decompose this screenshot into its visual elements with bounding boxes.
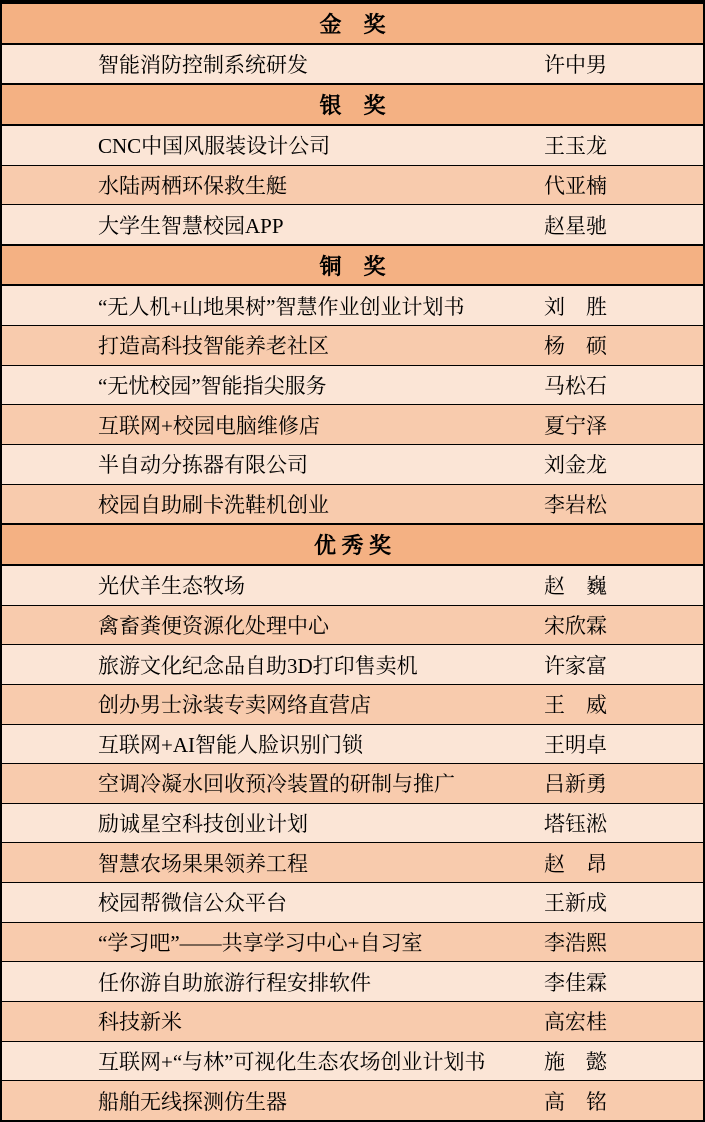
project-name-cell: 校园帮微信公众平台 — [98, 891, 287, 916]
project-name-cell: 创办男士泳装专卖网络直营店 — [98, 693, 371, 718]
table-row — [2, 325, 703, 365]
project-name-cell: 禽畜粪便资源化处理中心 — [98, 613, 329, 638]
project-name-cell: 互联网+AI智能人脸识别门锁 — [98, 732, 364, 757]
award-section-header — [2, 83, 703, 124]
award-section-header — [2, 523, 703, 564]
winner-name-cell: 王玉龙 — [544, 134, 607, 159]
project-name-cell: 智慧农场果果领养工程 — [98, 851, 308, 876]
winner-name-cell: 高 铭 — [544, 1089, 607, 1114]
project-name-cell: 互联网+“与林”可视化生态农场创业计划书 — [98, 1049, 486, 1074]
winner-name-cell: 赵 昂 — [544, 851, 607, 876]
winner-name-cell: 高宏桂 — [544, 1010, 607, 1035]
winner-name-cell: 赵星驰 — [544, 213, 607, 238]
project-name-cell: CNC中国风服装设计公司 — [98, 134, 331, 159]
table-row — [2, 605, 703, 645]
project-name-cell: 空调冷凝水回收预冷装置的研制与推广 — [98, 772, 455, 797]
table-row — [2, 124, 703, 165]
table-row — [2, 842, 703, 882]
table-row — [2, 1080, 703, 1120]
project-name-cell: 科技新米 — [98, 1010, 182, 1035]
project-name-cell: 光伏羊生态牧场 — [98, 574, 245, 599]
table-row — [2, 724, 703, 764]
table-row — [2, 763, 703, 803]
award-section-title: 铜 奖 — [319, 253, 386, 279]
table-row — [2, 922, 703, 962]
table-row — [2, 165, 703, 205]
table-row — [2, 961, 703, 1001]
winner-name-cell: 王 威 — [544, 693, 607, 718]
table-row — [2, 564, 703, 605]
project-name-cell: 船舶无线探测仿生器 — [98, 1089, 287, 1114]
award-section-header — [2, 244, 703, 285]
project-name-cell: “学习吧”——共享学习中心+自习室 — [98, 931, 423, 956]
project-name-cell: 旅游文化纪念品自助3D打印售卖机 — [98, 653, 418, 678]
project-name-cell: 大学生智慧校园APP — [98, 213, 284, 238]
winner-name-cell: 李佳霖 — [544, 970, 607, 995]
table-row — [2, 484, 703, 524]
table-row — [2, 1041, 703, 1081]
winner-name-cell: 许家富 — [544, 653, 607, 678]
winner-name-cell: 代亚楠 — [544, 173, 607, 198]
table-row — [2, 684, 703, 724]
award-section-title: 金 奖 — [319, 11, 386, 37]
winner-name-cell: 吕新勇 — [544, 772, 607, 797]
winner-name-cell: 杨 硕 — [544, 334, 607, 359]
table-row — [2, 1001, 703, 1041]
winner-name-cell: 赵 巍 — [544, 574, 607, 599]
table-row — [2, 882, 703, 922]
winner-name-cell: 李浩熙 — [544, 931, 607, 956]
award-section-title: 优 秀 奖 — [313, 533, 391, 559]
table-row — [2, 43, 703, 84]
winner-name-cell: 宋欣霖 — [544, 613, 607, 638]
table-row — [2, 444, 703, 484]
table-row — [2, 365, 703, 405]
project-name-cell: 打造高科技智能养老社区 — [98, 334, 329, 359]
winner-name-cell: 施 懿 — [544, 1049, 607, 1074]
winner-name-cell: 许中男 — [544, 52, 607, 77]
award-section-header — [2, 2, 703, 43]
winner-name-cell: 夏宁泽 — [544, 413, 607, 438]
table-row — [2, 204, 703, 244]
project-name-cell: “无人机+山地果树”智慧作业创业计划书 — [98, 294, 465, 319]
project-name-cell: 互联网+校园电脑维修店 — [98, 413, 320, 438]
table-row — [2, 644, 703, 684]
table-row — [2, 803, 703, 843]
winner-name-cell: 刘 胜 — [544, 294, 607, 319]
winner-name-cell: 王明卓 — [544, 732, 607, 757]
project-name-cell: “无忧校园”智能指尖服务 — [98, 374, 327, 399]
award-section-title: 银 奖 — [319, 93, 386, 119]
project-name-cell: 校园自助刷卡洗鞋机创业 — [98, 493, 329, 517]
winner-name-cell: 马松石 — [544, 374, 607, 399]
winner-name-cell: 王新成 — [544, 891, 607, 916]
project-name-cell: 智能消防控制系统研发 — [98, 52, 308, 77]
project-name-cell: 励诚星空科技创业计划 — [98, 812, 308, 837]
winner-name-cell: 李岩松 — [544, 493, 607, 517]
project-name-cell: 半自动分拣器有限公司 — [98, 453, 308, 478]
winner-name-cell: 塔钰淞 — [544, 812, 607, 837]
project-name-cell: 水陆两栖环保救生艇 — [98, 173, 287, 198]
table-row — [2, 404, 703, 444]
project-name-cell: 任你游自助旅游行程安排软件 — [98, 970, 371, 995]
winner-name-cell: 刘金龙 — [544, 453, 607, 478]
table-row — [2, 284, 703, 325]
